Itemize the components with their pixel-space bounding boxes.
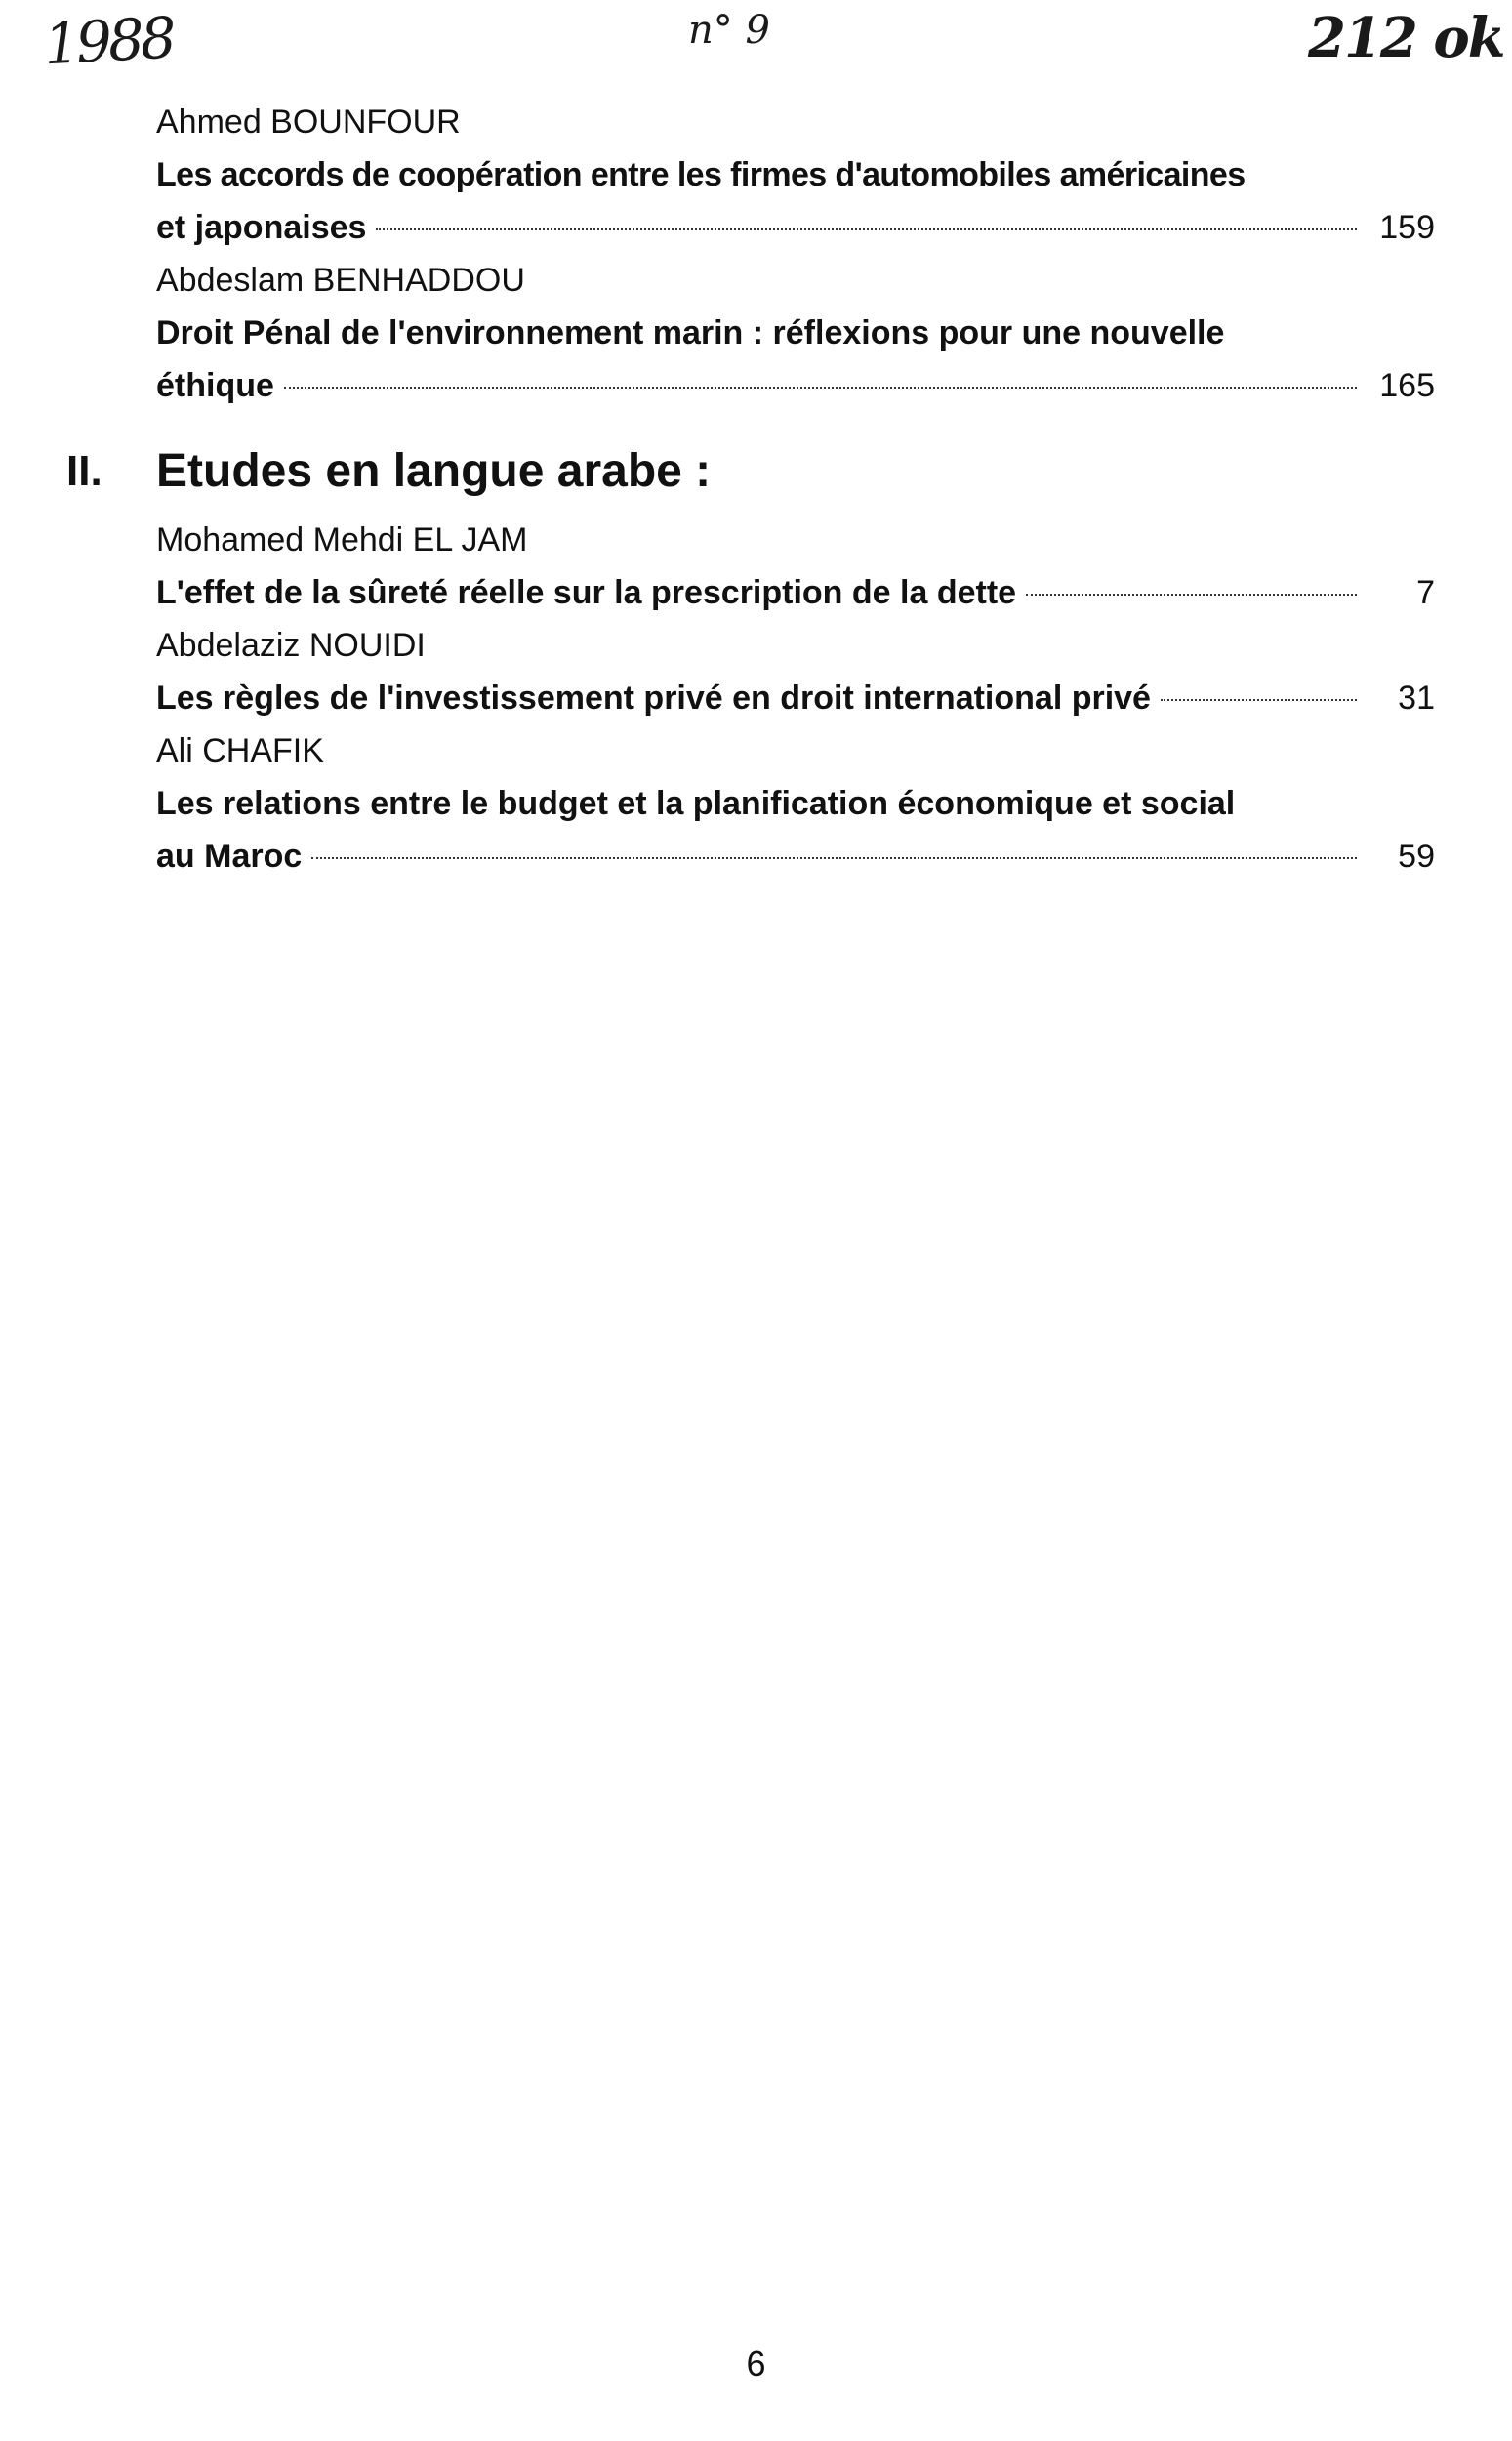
dot-leader [376, 228, 1357, 230]
entry-author: Ahmed BOUNFOUR [156, 103, 461, 141]
toc-entry [156, 724, 1435, 883]
entry-page-number: 7 [1416, 574, 1435, 611]
entry-page-number: 159 [1379, 209, 1435, 246]
entry-leader-line [156, 672, 1435, 724]
entry-page-number: 165 [1379, 367, 1435, 404]
toc-entry [156, 96, 1435, 254]
entry-author: Abdelaziz NOUIDI [156, 627, 426, 664]
table-of-contents [66, 96, 1435, 883]
entry-leader-line [156, 830, 1435, 883]
entry-title-end: au Maroc [156, 838, 303, 875]
dot-leader [284, 387, 1357, 389]
entry-page-number: 59 [1398, 838, 1435, 875]
entry-author: Mohamed Mehdi EL JAM [156, 521, 528, 559]
entry-title: Les règles de l'investissement privé en droit international privé [156, 680, 1151, 717]
entry-page-number: 31 [1398, 680, 1435, 717]
entry-title-line: Les accords de coopération entre les firmes d'automobiles américaines [156, 156, 1246, 193]
handwritten-reference: 212 ok [1308, 6, 1504, 70]
handwritten-issue-number: n° 9 [688, 8, 770, 53]
entry-title-line: Les relations entre le budget et la planification économique et social [156, 785, 1236, 822]
entry-leader-line [156, 201, 1435, 254]
dot-leader [311, 857, 1357, 859]
section-roman-numeral: II. [66, 447, 102, 495]
toc-entry [156, 619, 1435, 724]
toc-entry [156, 254, 1435, 412]
page-number: 6 [746, 2343, 766, 2383]
section-heading [66, 437, 1435, 506]
entry-author: Abdeslam BENHADDOU [156, 262, 525, 299]
entry-title-line: Droit Pénal de l'environnement marin : réflexions pour une nouvelle [156, 314, 1225, 352]
handwritten-year: 1988 [42, 4, 175, 78]
section-title: Etudes en langue arabe : [156, 445, 712, 497]
entry-title-end: et japonaises [156, 209, 367, 246]
dot-leader [1161, 699, 1357, 701]
toc-entry [156, 514, 1435, 619]
entry-title-end: éthique [156, 367, 274, 404]
entry-leader-line [156, 566, 1435, 619]
dot-leader [1026, 594, 1357, 596]
entry-title: L'effet de la sûreté réelle sur la prescription de la dette [156, 574, 1017, 611]
entry-leader-line [156, 359, 1435, 412]
entry-author: Ali CHAFIK [156, 732, 324, 769]
